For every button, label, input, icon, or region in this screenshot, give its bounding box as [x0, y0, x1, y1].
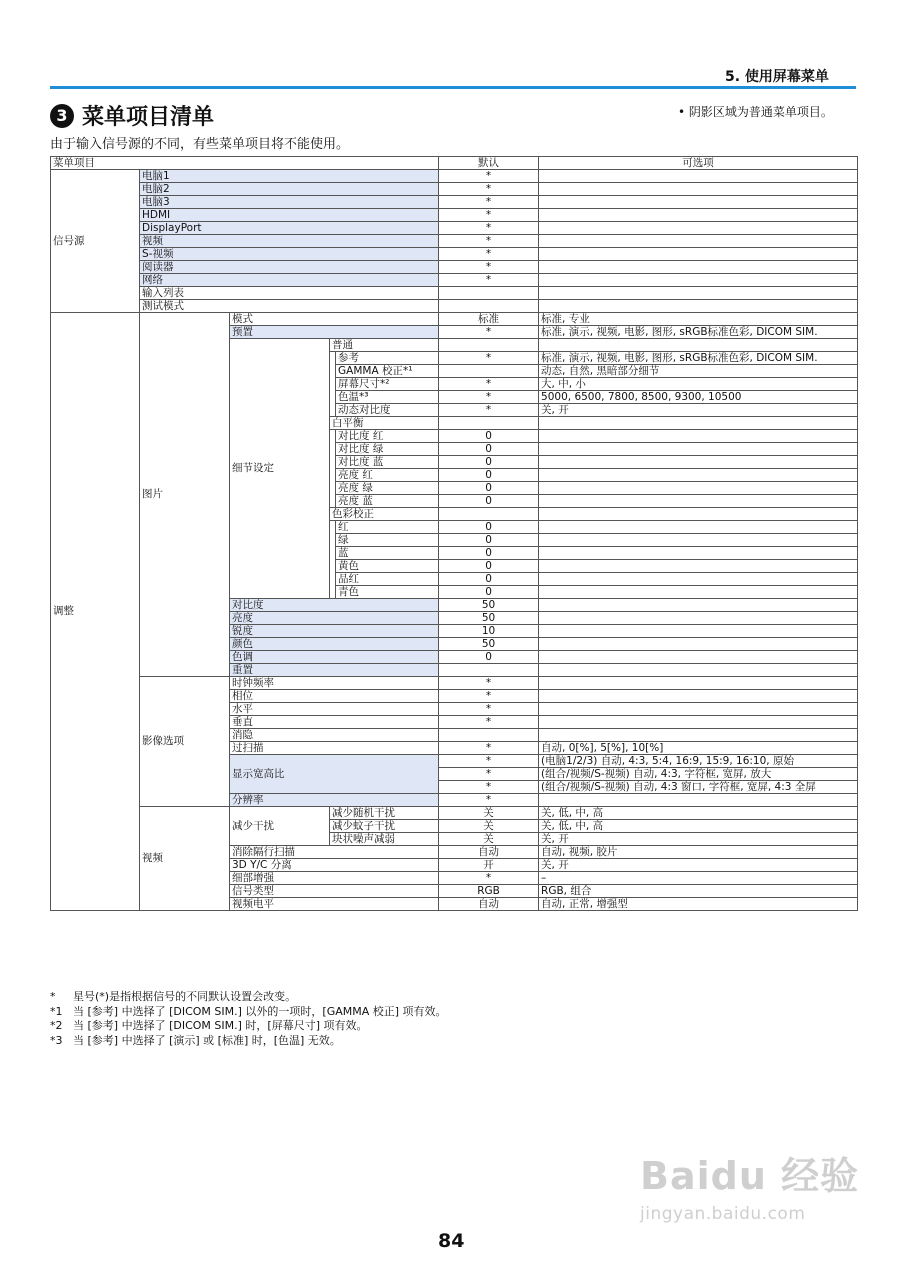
row-label: 色温*³ [336, 391, 439, 404]
row-label: 亮度 红 [336, 469, 439, 482]
row-default: 50 [439, 638, 539, 651]
footnote-mark: *2 [50, 1019, 63, 1032]
row-label: 减少蚊子干扰 [330, 820, 439, 833]
row-label: 阅读器 [140, 261, 439, 274]
row-default: 0 [439, 495, 539, 508]
footnote-text: 当 [参考] 中选择了 [演示] 或 [标准] 时，[色温] 无效。 [73, 1033, 341, 1047]
table-row [51, 248, 858, 261]
row-default [439, 508, 539, 521]
table-row [51, 300, 858, 313]
row-default: * [439, 794, 539, 807]
group-aspect: 显示宽高比 [230, 755, 439, 794]
table-header-row [51, 157, 858, 170]
row-options [539, 339, 858, 352]
row-label: 绿 [336, 534, 439, 547]
watermark [640, 1145, 859, 1224]
row-options [539, 625, 858, 638]
row-options: 关, 开 [539, 859, 858, 872]
group-noise: 减少干扰 [230, 807, 330, 846]
row-options [539, 300, 858, 313]
row-default: 0 [439, 534, 539, 547]
row-options [539, 469, 858, 482]
row-options: 标准, 演示, 视频, 电影, 图形, sRGB标准色彩, DICOM SIM. [539, 352, 858, 365]
row-options [539, 599, 858, 612]
footnotes [50, 990, 447, 1048]
table-row [51, 313, 858, 326]
title-number-badge: 3 [50, 104, 74, 128]
row-default: * [439, 703, 539, 716]
row-options [539, 170, 858, 183]
row-options: 大, 中, 小 [539, 378, 858, 391]
row-label: 电脑3 [140, 196, 439, 209]
title-text: 菜单项目清单 [82, 105, 215, 130]
row-label: 青色 [336, 586, 439, 599]
footnote-text: 当 [参考] 中选择了 [DICOM SIM.] 时，[屏幕尺寸] 项有效。 [73, 1019, 368, 1032]
group-detail: 细节设定 [230, 339, 330, 599]
table-row [51, 209, 858, 222]
row-default: 标准 [439, 313, 539, 326]
footnote-mark: *1 [50, 1004, 63, 1018]
row-default: * [439, 391, 539, 404]
row-label: 亮度 绿 [336, 482, 439, 495]
row-options [539, 248, 858, 261]
row-default: * [439, 781, 539, 794]
row-default: 自动 [439, 846, 539, 859]
row-default: 0 [439, 521, 539, 534]
row-default: * [439, 872, 539, 885]
header-default: 默认 [439, 157, 539, 170]
group-picture: 图片 [140, 313, 230, 677]
row-default: * [439, 209, 539, 222]
table-row [51, 170, 858, 183]
row-label: 时钟频率 [230, 677, 439, 690]
row-options [539, 287, 858, 300]
group-adjust: 调整 [51, 313, 140, 911]
row-default: * [439, 677, 539, 690]
row-default: RGB [439, 885, 539, 898]
row-label: 电脑1 [140, 170, 439, 183]
header-options: 可选项 [539, 157, 858, 170]
row-default [439, 417, 539, 430]
group-image-options: 影像选项 [140, 677, 230, 807]
row-label: 分辨率 [230, 794, 439, 807]
row-default: * [439, 196, 539, 209]
footnote [50, 990, 447, 1005]
row-default: * [439, 248, 539, 261]
row-label: 模式 [230, 313, 439, 326]
row-label: DisplayPort [140, 222, 439, 235]
row-default: 关 [439, 820, 539, 833]
row-label: 亮度 [230, 612, 439, 625]
section-header: 5. 使用屏幕菜单 [725, 69, 829, 85]
row-default [439, 287, 539, 300]
row-default: 0 [439, 573, 539, 586]
row-options: 动态, 自然, 黑暗部分细节 [539, 365, 858, 378]
row-options [539, 430, 858, 443]
row-options: 标准, 专业 [539, 313, 858, 326]
row-label: 块状噪声减弱 [330, 833, 439, 846]
header-item: 菜单项目 [51, 157, 439, 170]
row-label: 测试模式 [140, 300, 439, 313]
row-options [539, 183, 858, 196]
row-options: RGB, 组合 [539, 885, 858, 898]
row-options [539, 456, 858, 469]
row-default: * [439, 378, 539, 391]
row-label: 颜色 [230, 638, 439, 651]
row-default: 0 [439, 443, 539, 456]
row-default: 0 [439, 482, 539, 495]
row-default: 关 [439, 807, 539, 820]
row-label: 对比度 蓝 [336, 456, 439, 469]
footnote-text: 当 [参考] 中选择了 [DICOM SIM.] 以外的一项时，[GAMMA 校正] 项有效。 [73, 1004, 447, 1018]
row-options: 自动, 0[%], 5[%], 10[%] [539, 742, 858, 755]
row-options [539, 521, 858, 534]
table-row [51, 274, 858, 287]
row-label: 对比度 绿 [336, 443, 439, 456]
row-options [539, 274, 858, 287]
row-options [539, 638, 858, 651]
row-label: S-视频 [140, 248, 439, 261]
row-default: * [439, 183, 539, 196]
row-default: 0 [439, 651, 539, 664]
row-options [539, 664, 858, 677]
watermark-logo: Baidu 经验 [640, 1154, 860, 1198]
row-default: * [439, 404, 539, 417]
row-default: * [439, 755, 539, 768]
table-row [51, 196, 858, 209]
row-default: * [439, 235, 539, 248]
row-default [439, 300, 539, 313]
row-default: 50 [439, 599, 539, 612]
row-options [539, 209, 858, 222]
table-row [51, 287, 858, 300]
row-label: 网络 [140, 274, 439, 287]
row-label: 消隐 [230, 729, 439, 742]
row-default: * [439, 716, 539, 729]
row-label: HDMI [140, 209, 439, 222]
row-default: 0 [439, 560, 539, 573]
row-label: 视频电平 [230, 898, 439, 911]
row-label: 消除隔行扫描 [230, 846, 439, 859]
row-options: 自动, 正常, 增强型 [539, 898, 858, 911]
footnote [50, 1034, 447, 1049]
row-options: – [539, 872, 858, 885]
row-default: 0 [439, 456, 539, 469]
row-label: 相位 [230, 690, 439, 703]
row-default: * [439, 261, 539, 274]
group-signal: 信号源 [51, 170, 140, 313]
row-options [539, 651, 858, 664]
row-options: 标准, 演示, 视频, 电影, 图形, sRGB标准色彩, DICOM SIM. [539, 326, 858, 339]
row-label: 动态对比度 [336, 404, 439, 417]
row-label: 黄色 [336, 560, 439, 573]
page-number: 84 [438, 1230, 465, 1252]
row-label: 对比度 [230, 599, 439, 612]
row-label: 白平衡 [330, 417, 439, 430]
row-options [539, 677, 858, 690]
row-options: 关, 低, 中, 高 [539, 820, 858, 833]
row-label: 垂直 [230, 716, 439, 729]
row-label: 视频 [140, 235, 439, 248]
row-label: 品红 [336, 573, 439, 586]
row-options [539, 716, 858, 729]
row-options [539, 482, 858, 495]
row-label: 参考 [336, 352, 439, 365]
row-default: 10 [439, 625, 539, 638]
row-default: * [439, 222, 539, 235]
row-label: 普通 [330, 339, 439, 352]
table-row [51, 235, 858, 248]
row-options [539, 196, 858, 209]
row-default: 0 [439, 547, 539, 560]
group-video: 视频 [140, 807, 230, 911]
row-label: 信号类型 [230, 885, 439, 898]
row-label: 过扫描 [230, 742, 439, 755]
row-options: (组合/视频/S-视频) 自动, 4:3 窗口, 字符框, 宽屏, 4:3 全屏 [539, 781, 858, 794]
row-default: * [439, 352, 539, 365]
row-options [539, 547, 858, 560]
row-options: 关, 开 [539, 404, 858, 417]
footnote [50, 1005, 447, 1020]
table-row [51, 183, 858, 196]
row-default: * [439, 742, 539, 755]
row-default: 关 [439, 833, 539, 846]
row-options [539, 794, 858, 807]
row-options [539, 495, 858, 508]
row-label: 屏幕尺寸*² [336, 378, 439, 391]
row-options: (组合/视频/S-视频) 自动, 4:3, 字符框, 宽屏, 放大 [539, 768, 858, 781]
row-label: GAMMA 校正*¹ [336, 365, 439, 378]
row-default [439, 365, 539, 378]
row-label: 红 [336, 521, 439, 534]
row-default: 开 [439, 859, 539, 872]
row-label: 减少随机干扰 [330, 807, 439, 820]
table-row [51, 222, 858, 235]
row-default: * [439, 326, 539, 339]
row-options [539, 703, 858, 716]
shade-note: • 阴影区域为普通菜单项目。 [678, 105, 833, 119]
subtitle: 由于输入信号源的不同，有些菜单项目将不能使用。 [50, 137, 350, 152]
row-options: (电脑1/2/3) 自动, 4:3, 5:4, 16:9, 15:9, 16:10, 原始 [539, 755, 858, 768]
row-default: 50 [439, 612, 539, 625]
row-options [539, 560, 858, 573]
row-label: 色调 [230, 651, 439, 664]
row-default: * [439, 170, 539, 183]
footnote-mark: * [50, 990, 56, 1003]
row-default: * [439, 768, 539, 781]
row-options [539, 690, 858, 703]
page-title [50, 100, 214, 131]
header-rule [50, 86, 856, 89]
row-label: 对比度 红 [336, 430, 439, 443]
footnote-text: 星号(*)是指根据信号的不同默认设置会改变。 [73, 990, 297, 1003]
row-options: 关, 低, 中, 高 [539, 807, 858, 820]
row-options [539, 612, 858, 625]
row-options [539, 222, 858, 235]
table-row [51, 807, 858, 820]
row-default: * [439, 274, 539, 287]
row-label: 色彩校正 [330, 508, 439, 521]
footnote-mark: *3 [50, 1033, 63, 1047]
footnote [50, 1019, 447, 1034]
row-label: 水平 [230, 703, 439, 716]
row-options [539, 235, 858, 248]
row-default: * [439, 690, 539, 703]
table-row [51, 261, 858, 274]
row-options [539, 534, 858, 547]
row-options [539, 417, 858, 430]
row-label: 电脑2 [140, 183, 439, 196]
row-default [439, 339, 539, 352]
row-label: 预置 [230, 326, 439, 339]
row-default: 0 [439, 469, 539, 482]
row-default: 0 [439, 586, 539, 599]
row-label: 蓝 [336, 547, 439, 560]
row-options [539, 261, 858, 274]
row-options [539, 443, 858, 456]
row-label: 亮度 蓝 [336, 495, 439, 508]
row-options [539, 508, 858, 521]
row-default [439, 729, 539, 742]
menu-table [50, 156, 858, 911]
row-options: 关, 开 [539, 833, 858, 846]
row-options [539, 573, 858, 586]
row-options: 5000, 6500, 7800, 8500, 9300, 10500 [539, 391, 858, 404]
row-label: 输入列表 [140, 287, 439, 300]
row-default: 自动 [439, 898, 539, 911]
row-default [439, 664, 539, 677]
row-default: 0 [439, 430, 539, 443]
watermark-url: jingyan.baidu.com [640, 1204, 806, 1224]
table-row [51, 677, 858, 690]
row-label: 细部增强 [230, 872, 439, 885]
row-label: 3D Y/C 分离 [230, 859, 439, 872]
row-options [539, 729, 858, 742]
row-label: 锐度 [230, 625, 439, 638]
row-label: 重置 [230, 664, 439, 677]
row-options [539, 586, 858, 599]
row-options: 自动, 视频, 胶片 [539, 846, 858, 859]
